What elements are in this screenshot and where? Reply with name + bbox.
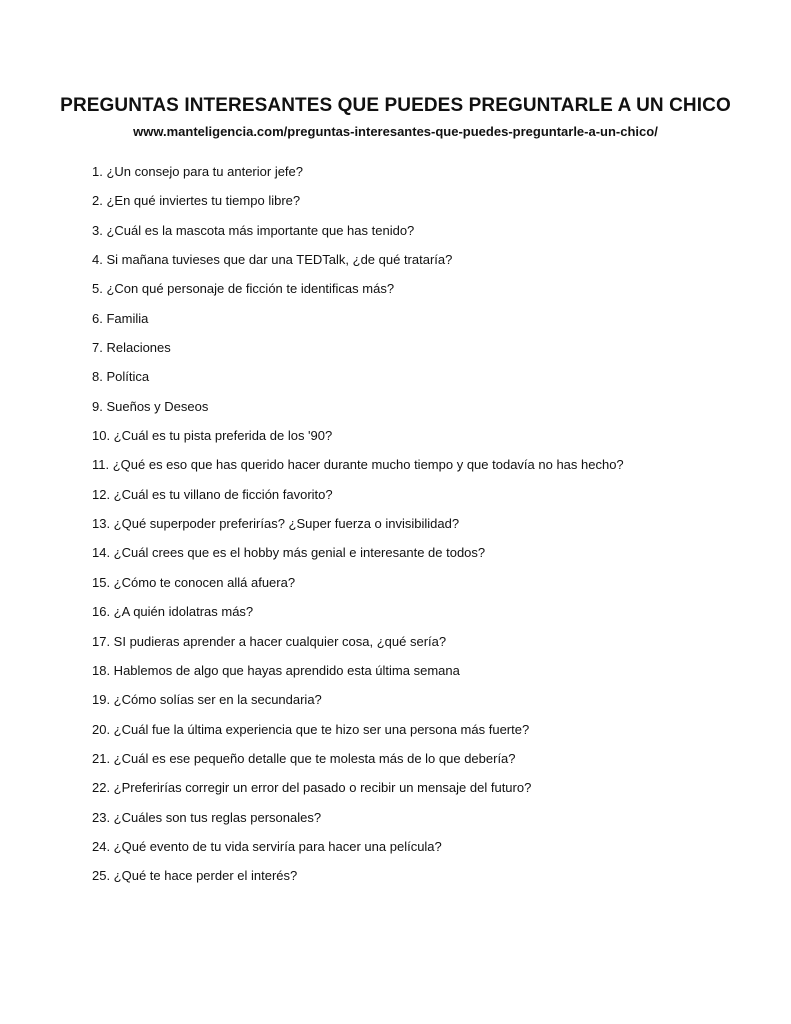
question-item: 2. ¿En qué inviertes tu tiempo libre?	[92, 193, 301, 209]
question-item: 13. ¿Qué superpoder preferirías? ¿Super fuerza o invisibilidad?	[92, 516, 460, 532]
question-item: 15. ¿Cómo te conocen allá afuera?	[92, 574, 296, 590]
question-item: 17. SI pudieras aprender a hacer cualquier cosa, ¿qué sería?	[92, 633, 447, 649]
question-item: 11. ¿Qué es eso que has querido hacer durante mucho tiempo y que todavía no has hecho?	[92, 457, 624, 473]
question-item: 23. ¿Cuáles son tus reglas personales?	[92, 809, 322, 825]
question-item: 3. ¿Cuál es la mascota más importante que has tenido?	[92, 222, 415, 238]
question-item: 24. ¿Qué evento de tu vida serviría para hacer una película?	[92, 838, 442, 854]
question-item: 6. Familia	[92, 310, 149, 326]
question-item: 4. Si mañana tuvieses que dar una TEDTalk, ¿de qué trataría?	[92, 252, 453, 268]
question-item: 20. ¿Cuál fue la última experiencia que te hizo ser una persona más fuerte?	[92, 721, 530, 737]
question-item: 14. ¿Cuál crees que es el hobby más genial e interesante de todos?	[92, 545, 486, 561]
question-item: 18. Hablemos de algo que hayas aprendido esta última semana	[92, 662, 460, 678]
question-item: 5. ¿Con qué personaje de ficción te identificas más?	[92, 281, 395, 297]
question-item: 10. ¿Cuál es tu pista preferida de los '90?	[92, 428, 333, 444]
question-item: 7. Relaciones	[92, 340, 171, 356]
source-url: www.manteligencia.com/preguntas-interesantes-que-puedes-preguntarle-a-un-chico/	[133, 124, 658, 139]
question-item: 21. ¿Cuál es ese pequeño detalle que te molesta más de lo que debería?	[92, 750, 516, 766]
question-item: 8. Política	[92, 369, 150, 385]
question-item: 19. ¿Cómo solías ser en la secundaria?	[92, 692, 322, 708]
question-item: 9. Sueños y Deseos	[92, 398, 209, 414]
question-list	[92, 162, 624, 896]
question-item: 22. ¿Preferirías corregir un error del pasado o recibir un mensaje del futuro?	[92, 780, 532, 796]
question-item: 16. ¿A quién idolatras más?	[92, 604, 254, 620]
question-item: 25. ¿Qué te hace perder el interés?	[92, 868, 298, 884]
question-item: 12. ¿Cuál es tu villano de ficción favorito?	[92, 486, 333, 502]
question-item: 1. ¿Un consejo para tu anterior jefe?	[92, 164, 304, 179]
document-title: PREGUNTAS INTERESANTES QUE PUEDES PREGUNTARLE A UN CHICO	[60, 95, 731, 116]
